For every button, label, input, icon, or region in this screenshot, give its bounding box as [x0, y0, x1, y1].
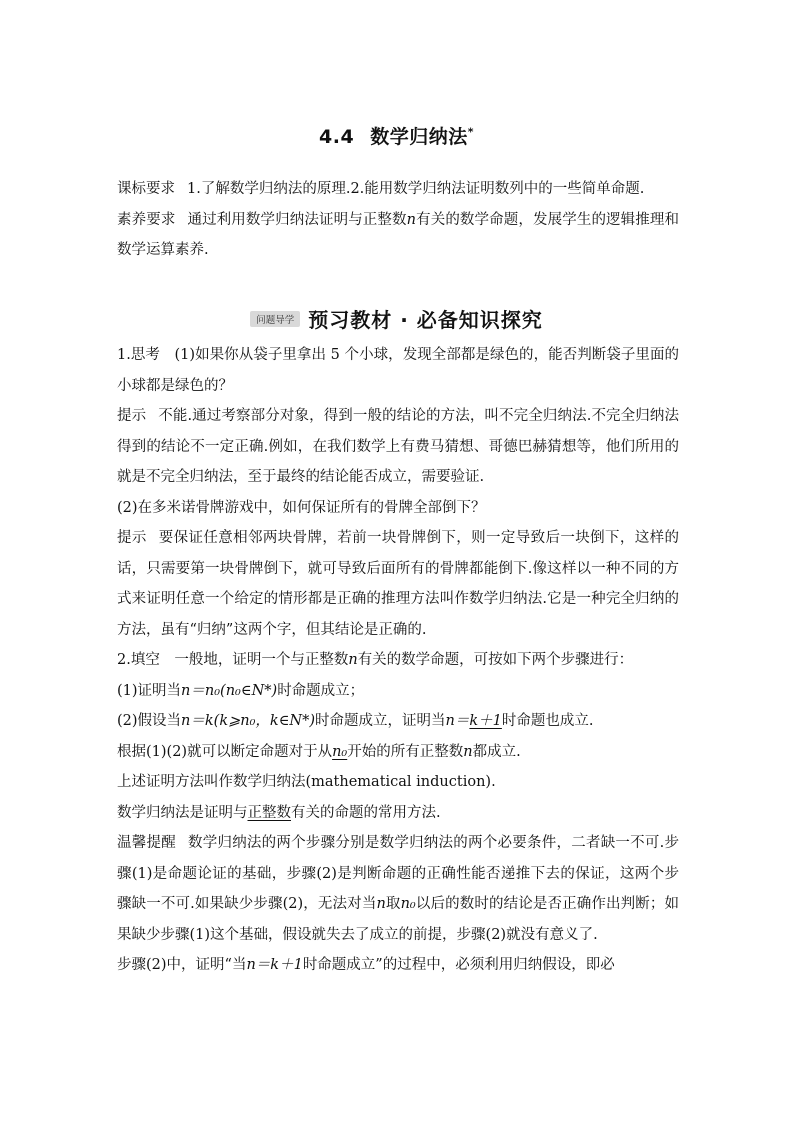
fill-step-1 — [117, 676, 679, 707]
literacy-text-a: 通过利用数学归纳法证明与正整数 — [187, 211, 407, 228]
hint-1-text: 不能.通过考察部分对象，得到一般的结论的方法，叫不完全归纳法.不完全归纳法得到的结论不一定正确.例如，在我们数学上有费马猜想、哥德巴赫猜想等，他们所用的就是不完全归纳法，至于最终的结论能否成立，需要验证. — [117, 408, 680, 485]
usage-blank-answer: 正整数 — [247, 804, 291, 821]
tip-text-b: 取 — [385, 896, 401, 912]
literacy-text-b: 有关的数学命题，发展学生的逻辑推理和数学运算素养. — [117, 211, 680, 258]
step2-blank-answer: k＋1 — [469, 713, 502, 729]
title-mark: * — [467, 125, 474, 139]
conclude-text-b: 开始的所有正整数 — [347, 743, 464, 760]
usage-text-b: 有关的命题的常用方法. — [291, 804, 441, 821]
method-usage-line — [117, 798, 679, 829]
tip-var-2: n₀ — [400, 896, 416, 912]
literacy-requirement — [117, 205, 679, 266]
step2-text-a: (2)假设当 — [117, 713, 182, 729]
question-2: (2)在多米诺骨牌游戏中，如何保证所有的骨牌全部倒下？ — [117, 499, 486, 516]
page-title — [0, 122, 793, 149]
last-text-a: 步骤(2)中，证明“当 — [117, 957, 247, 973]
fill-conclusion — [117, 737, 679, 768]
section-heading-text: 预习教材 · 必备知识探究 — [308, 308, 543, 332]
curriculum-label: 课标要求 — [117, 181, 175, 197]
main-body — [117, 340, 679, 981]
hint-2-label: 提示 — [117, 530, 147, 546]
question-1: 1.思考 (1)如果你从袋子里拿出 5 个小球，发现全部都是绿色的，能否判断袋子里面的小球都是绿色的？ — [117, 347, 679, 394]
fill-step-2 — [117, 706, 679, 737]
section-heading — [0, 304, 793, 334]
fill-intro — [117, 645, 679, 676]
requirements-block — [117, 174, 679, 266]
step2-text-c: 时命题也成立. — [501, 713, 594, 729]
warm-reminder — [117, 828, 679, 950]
section-number: 4.4 — [319, 126, 355, 148]
section-tag: 问题导学 — [250, 311, 300, 327]
method-name-line: 上述证明方法叫作数学归纳法(mathematical induction). — [117, 774, 496, 790]
step1-math: n＝n₀(n₀∈N*) — [181, 682, 278, 699]
last-text-b: 时命题成立”的过程中，必须利用归纳假设，即必 — [302, 957, 615, 973]
last-math: n＝k＋1 — [246, 957, 303, 973]
tip-var-1: n — [376, 896, 386, 912]
literacy-label: 素养要求 — [117, 211, 176, 228]
literacy-var: n — [406, 211, 416, 228]
hint-1 — [117, 401, 679, 493]
warm-reminder-label: 温馨提醒 — [117, 835, 176, 851]
fill-intro-b: 有关的数学命题，可按如下两个步骤进行： — [357, 652, 634, 668]
conclude-blank-answer: n₀ — [332, 743, 348, 760]
step1-text-b: 时命题成立； — [277, 682, 365, 699]
usage-text-a: 数学归纳法是证明与 — [117, 804, 248, 821]
section-title: 数学归纳法 — [370, 126, 468, 148]
curriculum-text: 1.了解数学归纳法的原理.2.能用数学归纳法证明数列中的一些简单命题. — [187, 181, 645, 197]
hint-1-label: 提示 — [117, 408, 147, 424]
hint-2-text: 要保证任意相邻两块骨牌，若前一块骨牌倒下，则一定导致后一块倒下，这样的话，只需要第一块骨牌倒下，就可导致后面所有的骨牌都能倒下.像这样以一种不同的方式来证明任意一个给定的情形都是正确的推理方法叫作数学归纳法.它是一种完全归纳的方法，虽有“归纳”这两个字，但其结论是正确的. — [117, 530, 679, 638]
hint-2 — [117, 523, 679, 645]
step2-math: n＝k(k⩾n₀，k∈N*) — [181, 713, 316, 729]
fill-intro-a: 2.填空 一般地，证明一个与正整数 — [117, 652, 349, 668]
conclude-text-a: 根据(1)(2)就可以断定命题对于从 — [117, 743, 333, 760]
tip-text-a: 数学归纳法的两个步骤分别是数学归纳法的两个必要条件，二者缺一不可.步骤(1)是命题论证的基础，步骤(2)是判断命题的正确性能否递推下去的保证，这两个步骤缺一不可.如果缺少步骤(2)，无法对当 — [117, 835, 680, 912]
step2-text-b: 时命题成立，证明当 — [315, 713, 446, 729]
step2-math-2: n＝ — [445, 713, 470, 729]
fill-intro-var: n — [348, 652, 358, 668]
tip-text-c: 以后的数时的结论是否正确作出判断；如果缺少步骤(1)这个基础，假设就失去了成立的前提，步骤(2)就没有意义了. — [117, 896, 680, 943]
last-line — [117, 950, 679, 981]
conclude-var: n — [463, 743, 473, 760]
conclude-text-c: 都成立. — [472, 743, 521, 760]
curriculum-requirement — [117, 174, 679, 205]
step1-text-a: (1)证明当 — [117, 682, 182, 699]
